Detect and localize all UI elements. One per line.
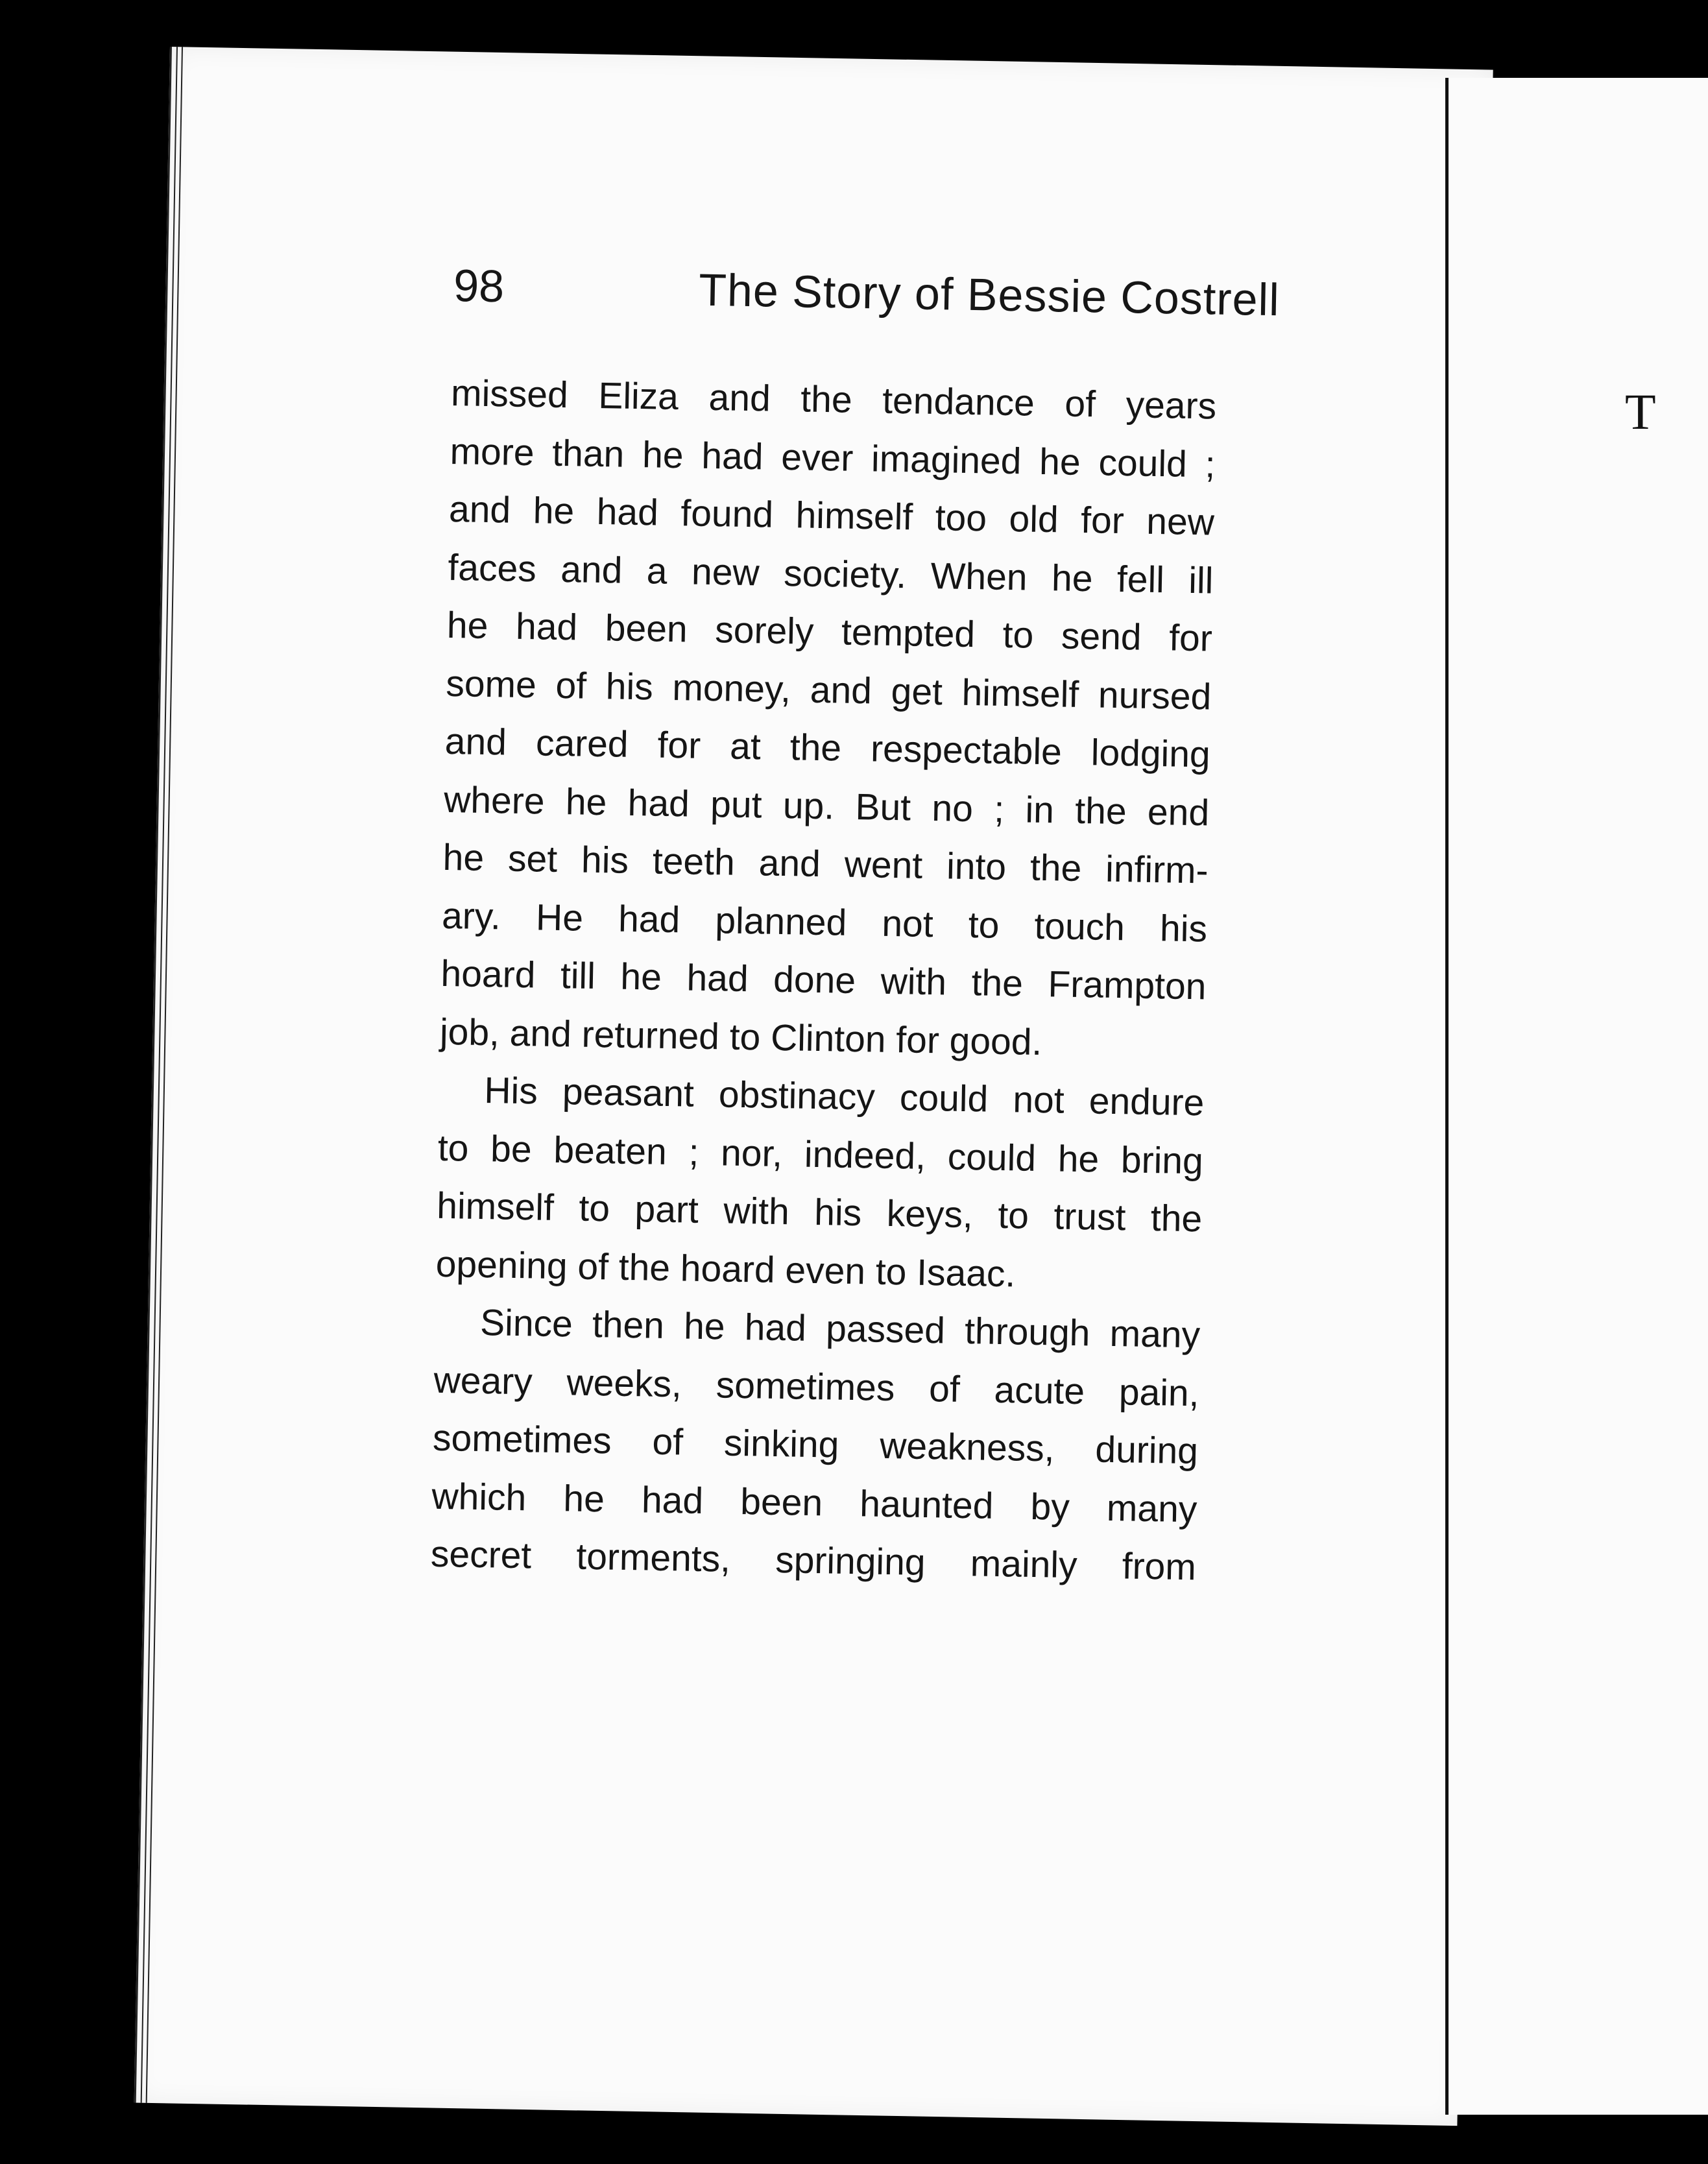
text-line: to be beaten ; nor, indeed, could he bring bbox=[437, 1127, 1204, 1182]
text-line: secret torments, springing mainly from bbox=[430, 1533, 1197, 1589]
text-line: job, and returned to Clinton for good. bbox=[439, 1011, 1042, 1063]
text-line: where he had put up. But no ; in the end bbox=[443, 778, 1210, 834]
text-line: ary. He had planned not to touch his bbox=[441, 895, 1208, 950]
text-line: which he had been haunted by many bbox=[431, 1475, 1197, 1530]
text-line: and he had found himself too old for new bbox=[448, 488, 1215, 544]
text-line: His peasant obstinacy could not endure bbox=[483, 1070, 1205, 1124]
page-number: 98 bbox=[453, 259, 505, 312]
text-line: opening of the hoard even to Isaac. bbox=[435, 1243, 1016, 1295]
text-line: sometimes of sinking weakness, during bbox=[432, 1417, 1199, 1473]
text-line: faces and a new society. When he fell ill bbox=[447, 546, 1214, 602]
text-line: more than he had ever imagined he could ; bbox=[450, 430, 1216, 486]
right-page bbox=[1445, 78, 1708, 2115]
page-edge-line bbox=[134, 47, 172, 2103]
running-title: The Story of Bessie Costrell bbox=[698, 264, 1281, 326]
text-line: weary weeks, sometimes of acute pain, bbox=[433, 1359, 1200, 1414]
text-line: hoard till he had done with the Frampton bbox=[440, 952, 1207, 1008]
body-text bbox=[430, 365, 1217, 1597]
text-line: Since then he had passed through many bbox=[479, 1302, 1201, 1356]
text-line: missed Eliza and the tendance of years bbox=[450, 372, 1217, 427]
right-page-glyph: T bbox=[1625, 383, 1656, 440]
text-line: himself to part with his keys, to trust the bbox=[436, 1184, 1203, 1240]
text-line: he set his teeth and went into the infirm- bbox=[442, 836, 1209, 892]
text-line: and cared for at the respectable lodging bbox=[444, 720, 1211, 776]
text-line: he had been sorely tempted to send for bbox=[446, 604, 1213, 660]
page-edge-line bbox=[141, 47, 178, 2103]
text-line: some of his money, and get himself nursed bbox=[445, 662, 1212, 718]
